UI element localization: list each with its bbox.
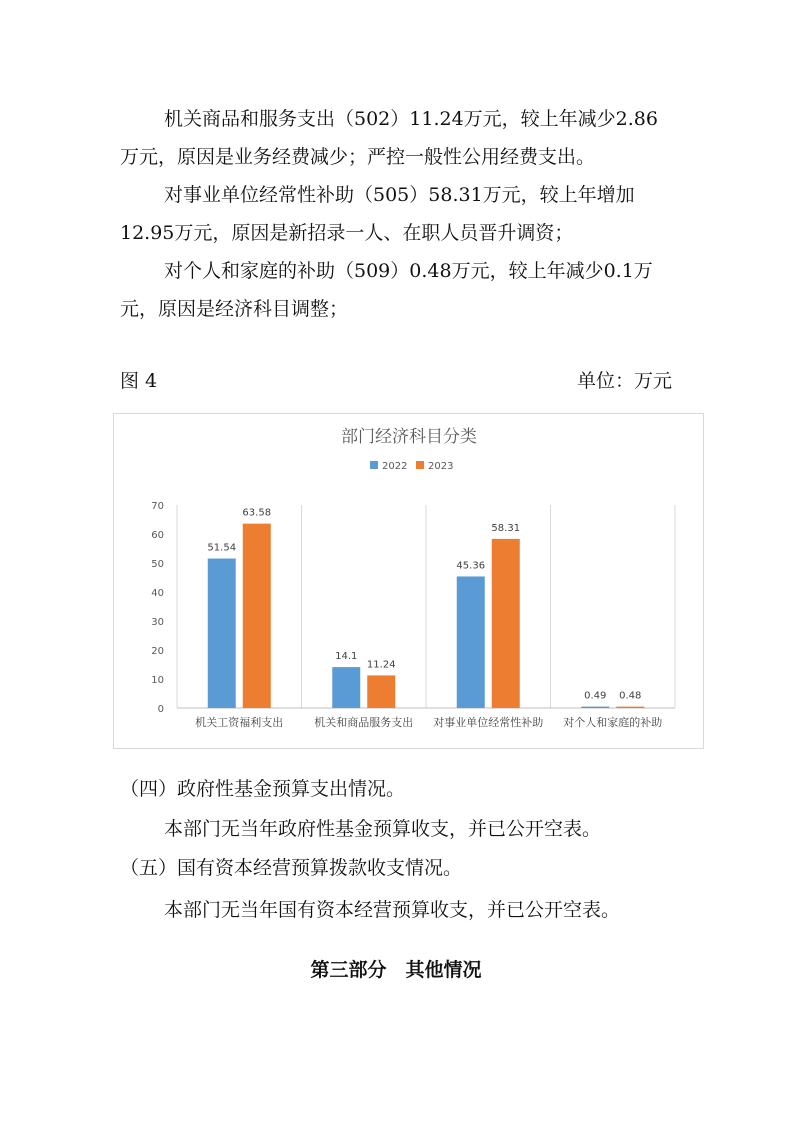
chart-legend xyxy=(370,461,453,472)
data-label-2023: 63.58 xyxy=(242,507,272,519)
y-tick-label: 40 xyxy=(151,588,164,599)
y-tick-label: 0 xyxy=(157,704,164,715)
legend-swatch-2023 xyxy=(416,461,424,469)
bar-2023 xyxy=(243,524,271,708)
section-body-fund-budget: 本部门无当年政府性基金预算收支，并已公开空表。 xyxy=(164,818,602,840)
data-label-2023: 58.31 xyxy=(491,522,521,534)
y-tick-label: 30 xyxy=(151,617,164,628)
chart-title: 部门经济科目分类 xyxy=(341,427,477,447)
paragraph-household-subsidy: 对个人和家庭的补助（509）0.48万元，较上年减少0.1万元，原因是经济科目调整； xyxy=(120,260,653,320)
data-label-2023: 11.24 xyxy=(366,659,396,671)
unit-label: 单位：万元 xyxy=(576,370,672,392)
bar-2023 xyxy=(492,539,520,708)
bar-2022 xyxy=(457,576,485,708)
bar-2023 xyxy=(367,675,395,708)
y-tick-label: 60 xyxy=(151,530,164,541)
section-heading-fund-budget: （四）政府性基金预算支出情况。 xyxy=(120,778,406,800)
x-category-label: 对事业单位经常性补助 xyxy=(433,716,544,729)
part-three-title: 第三部分 其他情况 xyxy=(310,959,482,981)
section-heading-state-capital: （五）国有资本经营预算拨款收支情况。 xyxy=(120,857,463,879)
x-category-label: 机关工资福利支出 xyxy=(195,716,284,729)
data-label-2022: 14.1 xyxy=(335,651,358,663)
data-label-2022: 0.49 xyxy=(584,690,607,702)
legend-label-2023: 2023 xyxy=(428,461,454,472)
data-label-2022: 45.36 xyxy=(456,560,486,572)
economic-category-chart xyxy=(113,413,704,749)
x-category-label: 对个人和家庭的补助 xyxy=(563,716,663,729)
bar-2023 xyxy=(616,707,644,708)
section-body-state-capital: 本部门无当年国有资本经营预算收支，并已公开空表。 xyxy=(164,899,621,921)
data-label-2022: 51.54 xyxy=(207,542,237,554)
paragraph-commodity-services: 机关商品和服务支出（502）11.24万元，较上年减少2.86万元，原因是业务经费减少；严控一般性公用经费支出。 xyxy=(120,108,658,168)
y-tick-label: 10 xyxy=(151,675,164,686)
legend-label-2022: 2022 xyxy=(382,461,408,472)
bar-2022 xyxy=(208,559,236,708)
legend-swatch-2022 xyxy=(370,461,378,469)
y-tick-label: 50 xyxy=(151,559,164,570)
bar-2022 xyxy=(581,707,609,708)
x-category-label: 机关和商品服务支出 xyxy=(314,716,414,729)
paragraph-institution-subsidy: 对事业单位经常性补助（505）58.31万元，较上年增加12.95万元，原因是新招录一人、在职人员晋升调资； xyxy=(120,184,635,244)
y-tick-label: 20 xyxy=(151,646,164,657)
data-label-2023: 0.48 xyxy=(619,690,642,702)
figure-label: 图 4 xyxy=(120,370,158,392)
bar-2022 xyxy=(332,667,360,708)
chart-canvas xyxy=(114,414,705,750)
y-tick-label: 70 xyxy=(151,501,164,512)
